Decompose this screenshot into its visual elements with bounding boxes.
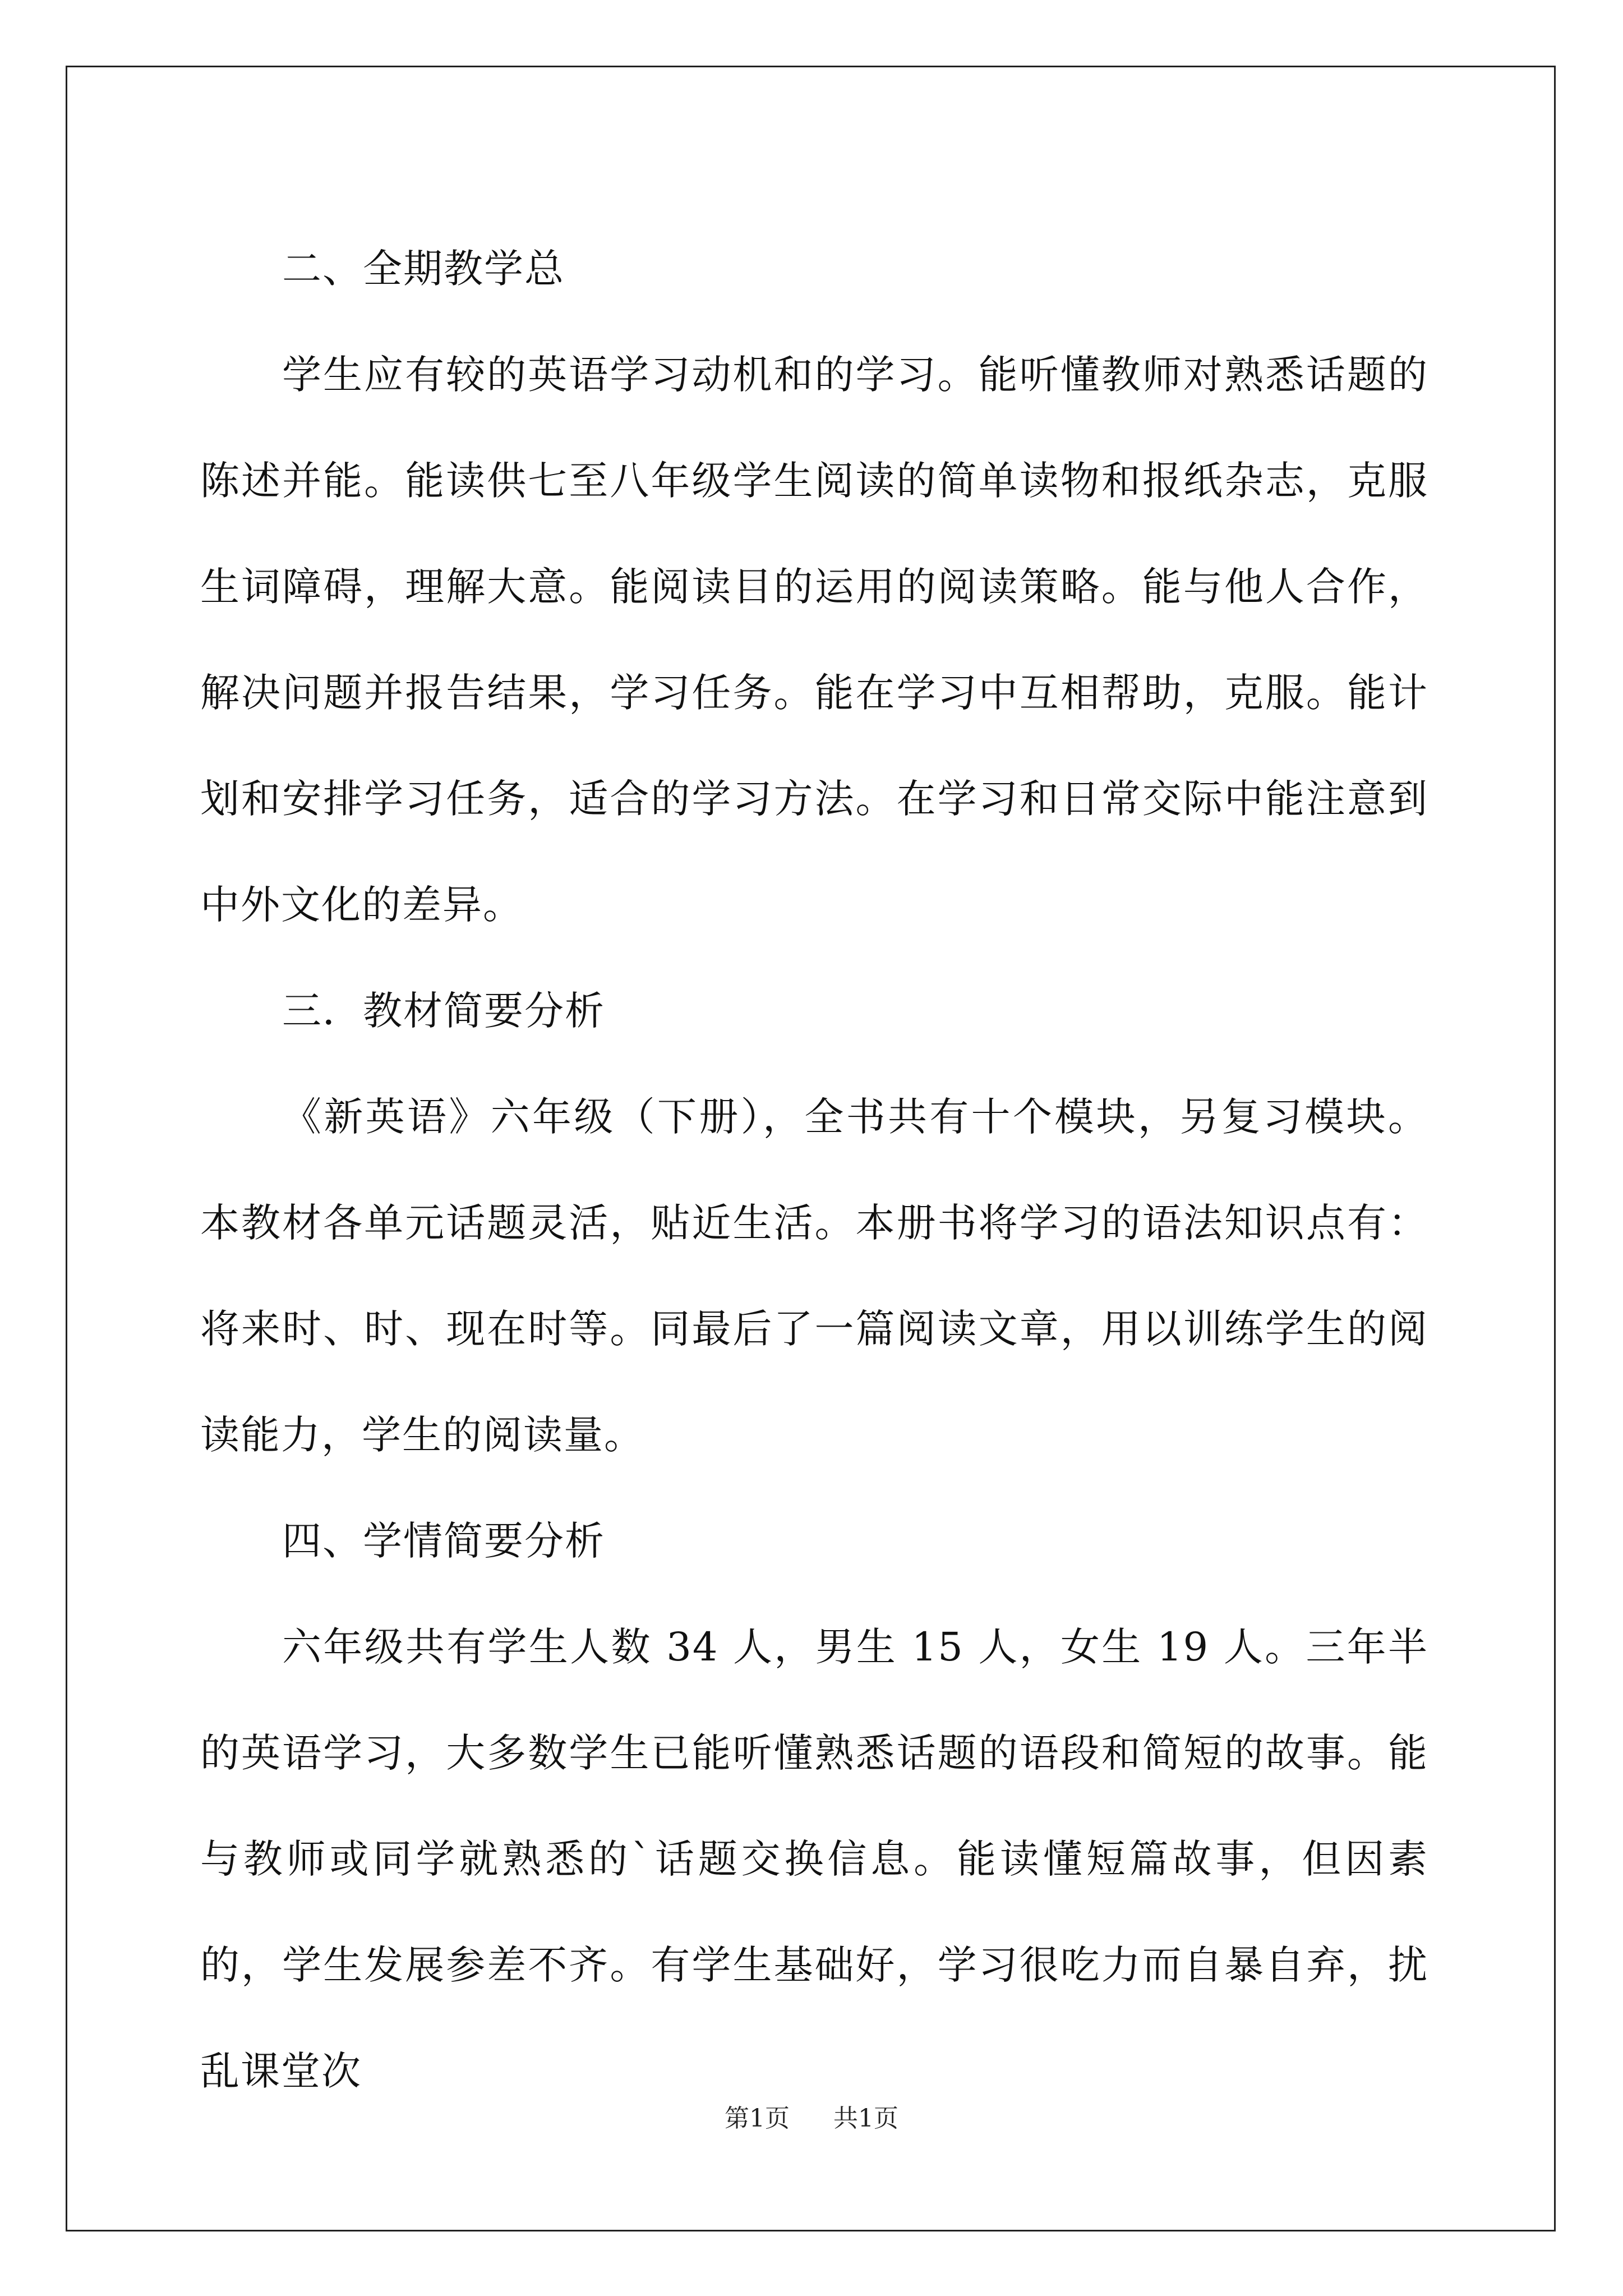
section-paragraph: 《新英语》六年级（下册），全书共有十个模块，另复习模块。本教材各单元话题灵活，贴近生活。本册书将学习的语法知识点有：将来时、时、现在时等。同最后了一篇阅读文章，用以训练学生的阅读能力，学生的阅读量。 xyxy=(200,1094,1428,1458)
document-body xyxy=(200,216,1428,2124)
page-total: 共1页 xyxy=(833,2104,898,2133)
section-heading: 二、全期教学总 xyxy=(282,246,565,292)
section-heading: 四、学情简要分析 xyxy=(282,1518,605,1564)
section-heading: 三．教材简要分析 xyxy=(282,988,605,1034)
section-paragraph: 六年级共有学生人数 34 人，男生 15 人，女生 19 人。三年半的英语学习，大多数学生已能听懂熟悉话题的语段和简短的故事。能与教师或同学就熟悉的`话题交换信息。能读懂短篇故事，但因素的，学生发展参差不齐。有学生基础好，学习很吃力而自暴自弃，扰乱课堂次 xyxy=(200,1624,1428,2094)
page-number: 第1页 xyxy=(725,2104,790,2133)
section-paragraph: 学生应有较的英语学习动机和的学习。能听懂教师对熟悉话题的陈述并能。能读供七至八年级学生阅读的简单读物和报纸杂志，克服生词障碍，理解大意。能阅读目的运用的阅读策略。能与他人合作，解决问题并报告结果，学习任务。能在学习中互相帮助，克服。能计划和安排学习任务，适合的学习方法。在学习和日常交际中能注意到中外文化的差异。 xyxy=(200,352,1428,928)
page-footer xyxy=(0,2098,1623,2134)
